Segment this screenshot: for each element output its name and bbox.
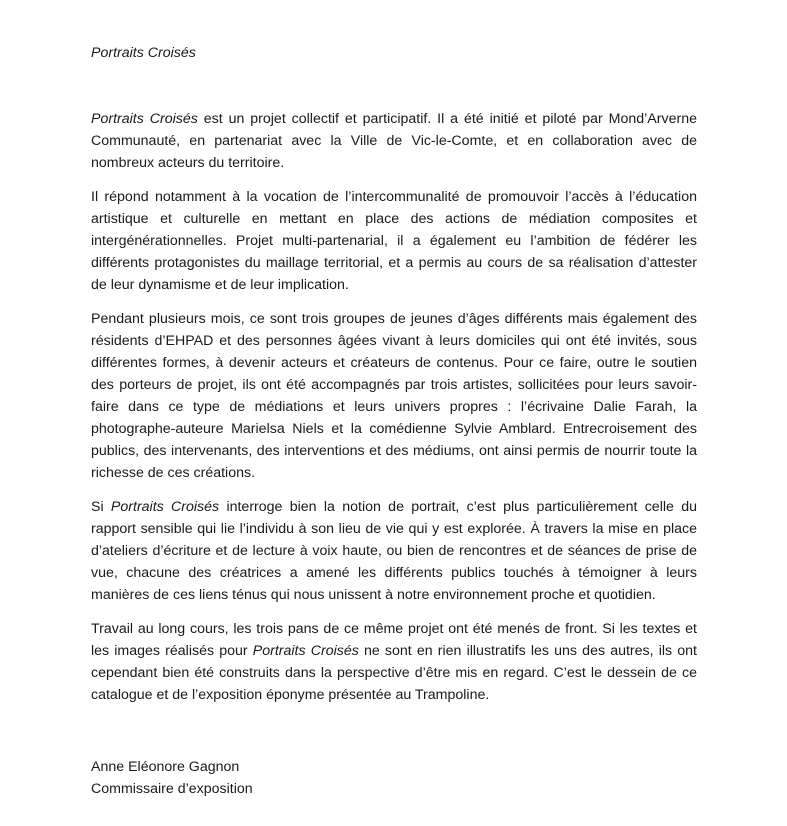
signature-role: Commissaire d’exposition xyxy=(91,781,253,797)
paragraph-5 xyxy=(91,618,697,706)
paragraph-1-text: est un projet collectif et participatif. Il a été initié et piloté par Mond’Arverne Communauté, en partenariat avec la Ville de Vic-le-Comte, et en collaboration avec de nombreux acteurs du territoire. xyxy=(91,111,697,171)
project-title: Portraits Croisés xyxy=(252,643,359,659)
paragraph-3: Pendant plusieurs mois, ce sont trois groupes de jeunes d’âges différents mais également des résidents d’EHPAD et des personnes âgées vivant à leurs domiciles qui ont été invités, sous différentes formes, à devenir acteurs et créateurs de contenus. Pour ce faire, outre le soutien des porteurs de projet, ils ont été accompagnés par trois artistes, sollicitées pour leurs savoir-faire dans ce type de médiations et leurs univers propres : l’écrivaine Dalie Farah, la photographe-auteure Marielsa Niels et la comédienne Sylvie Amblard. Entrecroisement des publics, des intervenants, des interventions et des médiums, ont ainsi permis de nourrir toute la richesse de ces créations. xyxy=(91,311,697,481)
paragraph-4 xyxy=(91,496,697,606)
paragraph-5-prefix: Travail au long cours, les trois pans de ce même projet ont été menés de front. Si les textes et les images réalisés pour xyxy=(91,621,697,659)
paragraph-4-prefix: Si xyxy=(91,499,111,515)
document-body xyxy=(91,108,697,706)
project-title: Portraits Croisés xyxy=(110,499,220,515)
paragraph-1 xyxy=(91,108,697,174)
document-page xyxy=(91,0,697,826)
paragraph-5-text: ne sont en rien illustratifs les uns des autres, ils ont cependant bien été construits dans la perspective d’être mis en regard. C’est le dessein de ce catalogue et de l’exposition éponyme présentée au Trampoline. xyxy=(91,643,697,703)
document-heading: Portraits Croisés xyxy=(91,45,196,61)
paragraph-4-text: interroge bien la notion de portrait, c’est plus particulièrement celle du rapport sensible qui lie l’individu à son lieu de vie qui y est explorée. À travers la mise en place d’ateliers d’écriture et de lecture à voix haute, ou bien de rencontres et de séances de prise de vue, chacune des créatrices a amené les différents publics touchés à témoigner à leurs manières de ces liens ténus qui nous unissent à notre environnement proche et quotidien. xyxy=(91,499,697,603)
paragraph-2: Il répond notamment à la vocation de l’intercommunalité de promouvoir l’accès à l’éducation artistique et culturelle en mettant en place des actions de médiation composites et intergénérationnelles. Projet multi-partenarial, il a également eu l’ambition de fédérer les différents protagonistes du maillage territorial, et a permis au cours de sa réalisation d’attester de leur dynamisme et de leur implication. xyxy=(91,189,697,293)
project-title: Portraits Croisés xyxy=(91,111,198,127)
signature-block xyxy=(91,756,253,800)
signature-name: Anne Eléonore Gagnon xyxy=(91,759,240,775)
